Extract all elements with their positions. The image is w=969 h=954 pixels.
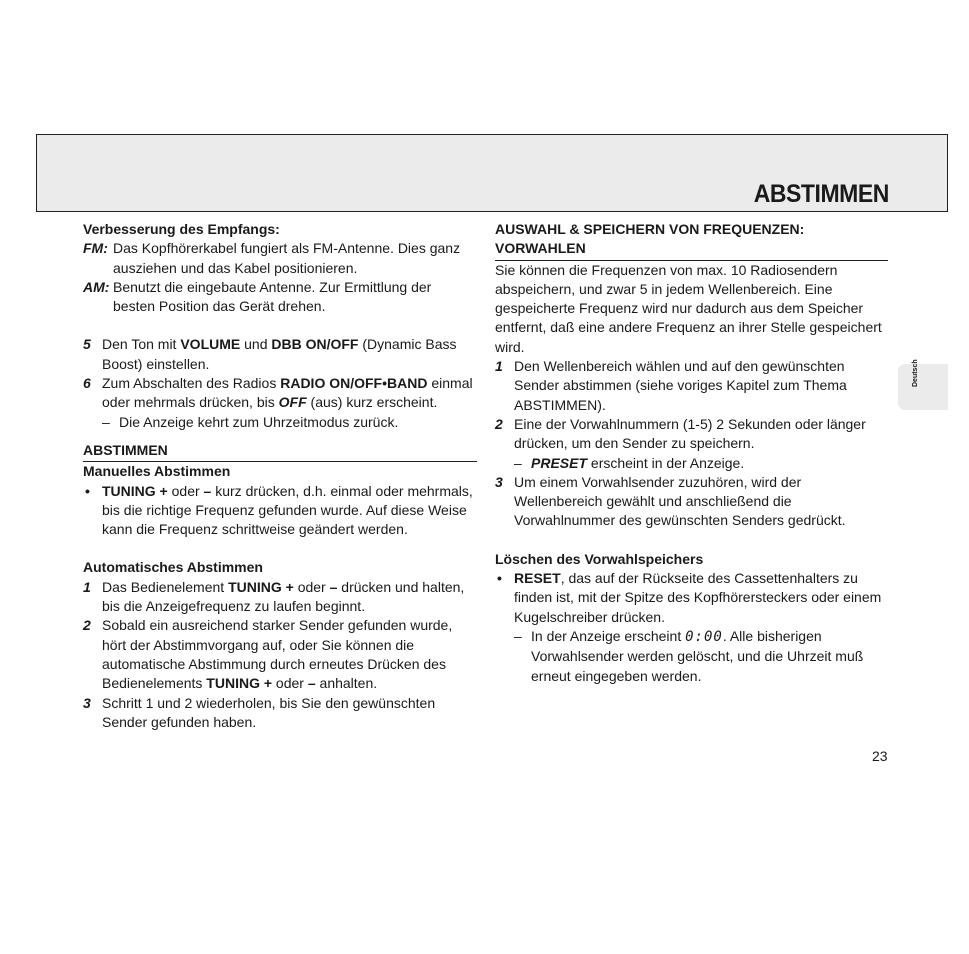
preset-step-3 — [495, 473, 888, 531]
off-display: OFF — [278, 394, 307, 411]
reset-note-text-a: In der Anzeige erscheint — [531, 627, 686, 644]
step-6-note — [83, 413, 477, 432]
bullet-mark: • — [85, 482, 90, 499]
radio-band-label: RADIO ON/OFF•BAND — [280, 375, 428, 392]
tuning-minus-label: – — [203, 482, 212, 499]
step-6-text-c: einmal oder mehrmals drücken, bis — [102, 375, 473, 411]
dbb-label: DBB ON/OFF — [271, 336, 359, 353]
manual-text: kurz drücken, d.h. einmal oder mehrmals, bis die richtige Frequenz gefunden wurde. Auf diese Weise kann die Frequenz schrittweise geändert werden. — [102, 482, 473, 538]
presets-heading: AUSWAHL & SPEICHERN VON FREQUENZEN: — [495, 221, 805, 237]
dash-mark: – — [514, 454, 522, 471]
am-paragraph — [83, 278, 477, 317]
manual-text-a: oder — [167, 482, 204, 499]
auto-step-1 — [83, 578, 477, 617]
auto-2-text-d: anhalten. — [315, 675, 378, 692]
presets-intro: Sie können die Frequenzen von max. 10 Radiosendern abspeichern, und zwar 5 in jedem Wellenbereich. Eine gespeicherte Frequenz wird nur dadurch aus dem Speicher entfernt, daß eine andere Frequenz an ihrer Stelle gespeichert wird. — [495, 261, 882, 355]
preset-step-2 — [495, 415, 888, 454]
auto-step-2 — [83, 616, 477, 693]
auto-step-3 — [83, 694, 477, 733]
reset-label: RESET — [514, 570, 561, 587]
tuning-plus-label: TUNING + — [206, 675, 273, 692]
preset-display: PRESET — [531, 454, 588, 471]
clock-display: 0:00 — [685, 628, 723, 645]
tuning-minus-label: – — [307, 675, 316, 692]
delete-heading: Löschen des Vorwahlspeichers — [495, 550, 704, 567]
reset-note-text-c: . Alle bisherigen Vorwahlsender werden gelöscht, und die Uhrzeit muß erneut eingegeben werden. — [531, 627, 864, 684]
fm-label: FM: — [83, 240, 108, 257]
fm-text: Das Kopfhörerkabel fungiert als FM-Antenne. Dies ganz ausziehen und das Kabel positionieren. — [113, 240, 461, 276]
auto-1-text-c: oder — [293, 578, 330, 595]
manual-bullet-item — [83, 482, 477, 540]
preset-step-2-note — [495, 454, 888, 473]
reception-heading: Verbesserung des Empfangs: — [83, 221, 280, 237]
step-6-text-d: (aus) kurz erscheint. — [306, 394, 438, 411]
preset-step-1-number: 1 — [495, 358, 503, 375]
auto-3-text: Schritt 1 und 2 wiederholen, bis Sie den gewünschten Sender gefunden haben. — [102, 694, 436, 730]
step-6-note-text: Die Anzeige kehrt zum Uhrzeitmodus zurück. — [119, 413, 399, 430]
step-6-text-a: Zum Abschalten des Radios — [102, 375, 281, 392]
page-title: ABSTIMMEN — [753, 180, 889, 208]
preset-step-3-number: 3 — [495, 473, 503, 490]
preset-step-1 — [495, 357, 888, 415]
step-5-number: 5 — [83, 336, 91, 353]
tuning-minus-label: – — [329, 578, 338, 595]
section-title-vorwahlen: VORWAHLEN — [495, 239, 888, 260]
reset-text: , das auf der Rückseite des Cassettenhalters zu finden ist, mit der Spitze des Kopfhörersteckers oder einem Kugelschreiber drücken. — [514, 570, 882, 625]
auto-2-text-c: oder — [272, 675, 308, 692]
step-5-text-c: und — [240, 336, 272, 353]
step-5-text-a: Den Ton mit — [102, 336, 181, 353]
auto-step-2-number: 2 — [83, 617, 91, 634]
page-number: 23 — [872, 748, 888, 764]
manual-heading: Manuelles Abstimmen — [83, 463, 231, 480]
language-tab — [898, 359, 948, 410]
reset-note — [495, 627, 888, 686]
section-title-abstimmen: ABSTIMMEN — [83, 441, 477, 462]
step-5 — [83, 335, 477, 374]
fm-paragraph — [83, 239, 477, 278]
preset-step-3-text: Um einem Vorwahlsender zuzuhören, wird der Wellenbereich gewählt und anschließend die Vorwahlnummer des gewünschten Senders gedrückt. — [514, 473, 846, 529]
bullet-mark: • — [497, 570, 502, 587]
step-6-number: 6 — [83, 375, 91, 392]
preset-step-2-number: 2 — [495, 415, 503, 432]
am-label: AM: — [83, 278, 110, 295]
dash-mark: – — [102, 413, 110, 430]
preset-step-2-note-text: erscheint in der Anzeige. — [587, 454, 745, 471]
volume-label: VOLUME — [180, 336, 241, 353]
auto-1-text-d: drücken und halten, bis die Anzeigefrequenz zu laufen beginnt. — [102, 578, 465, 615]
auto-2-text-a: Sobald ein ausreichend starker Sender gefunden wurde, hört der Abstimmvorgang auf, oder Sie können die automatische Abstimmung durch erneutes Drücken des Bedienelements — [102, 617, 453, 692]
auto-step-3-number: 3 — [83, 694, 91, 711]
language-tab-label: Deutsch — [912, 359, 919, 387]
step-5-text-d: (Dynamic Bass Boost) einstellen. — [102, 336, 457, 372]
preset-step-2-text: Eine der Vorwahlnummern (1-5) 2 Sekunden oder länger drücken, um den Sender zu speichern. — [514, 415, 866, 452]
auto-1-text-a: Das Bedienelement — [102, 578, 229, 595]
auto-heading: Automatisches Abstimmen — [83, 559, 263, 576]
right-column — [495, 220, 888, 686]
left-column — [83, 220, 477, 732]
dash-mark: – — [514, 627, 522, 644]
tuning-plus-label: TUNING + — [228, 578, 294, 595]
tuning-plus-label: TUNING + — [102, 482, 168, 499]
am-text: Benutzt die eingebaute Antenne. Zur Ermittlung der besten Position das Gerät drehen. — [113, 278, 432, 315]
step-6 — [83, 374, 477, 413]
reset-bullet-item — [495, 569, 888, 627]
preset-step-1-text: Den Wellenbereich wählen und auf den gewünschten Sender abstimmen (siehe voriges Kapitel zum Thema ABSTIMMEN). — [514, 358, 847, 413]
auto-step-1-number: 1 — [83, 578, 91, 595]
